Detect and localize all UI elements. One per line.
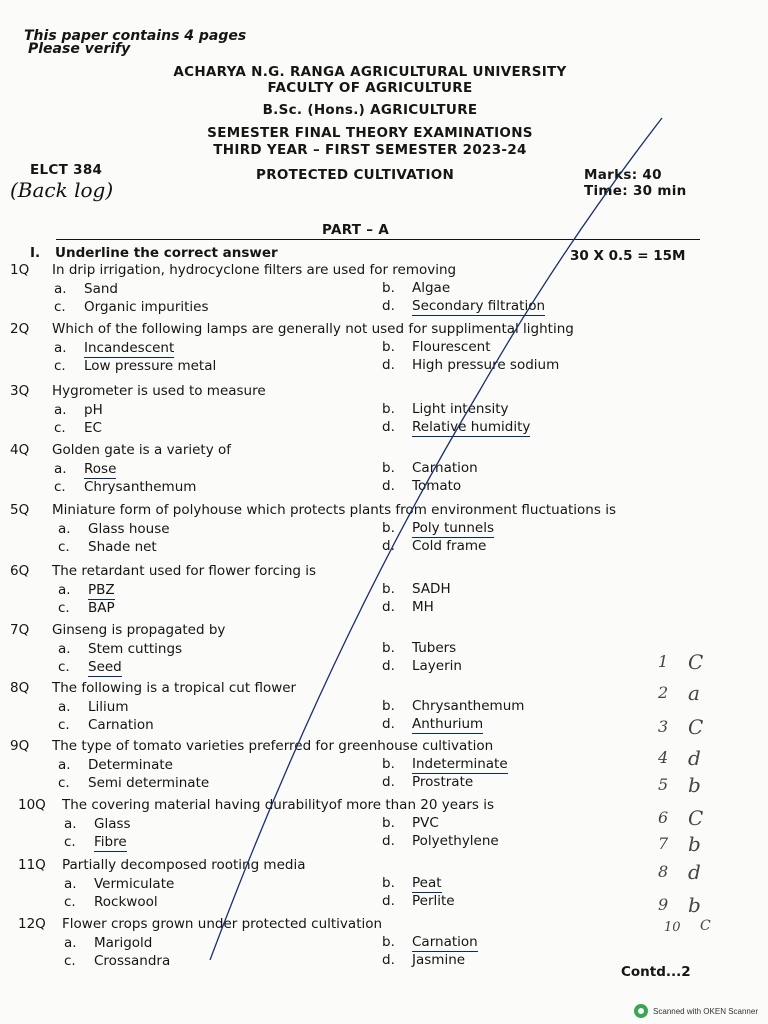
option-text: MH: [412, 599, 434, 615]
option-letter: b.: [382, 339, 395, 355]
option-text: Stem cuttings: [88, 641, 183, 657]
question-number: 3Q: [10, 383, 30, 399]
option-text: Sand: [84, 281, 118, 297]
option-letter: a.: [64, 876, 77, 892]
option-letter: c.: [54, 358, 66, 374]
underlined-answer: Secondary filtration: [412, 298, 546, 314]
underlined-answer: Seed: [88, 659, 122, 675]
option-text: pH: [84, 402, 103, 418]
underlined-answer: Anthurium: [412, 716, 484, 732]
option-letter: d.: [382, 833, 395, 849]
option-letter: c.: [54, 299, 66, 315]
underlined-answer: PBZ: [88, 582, 115, 598]
answer-key-letter: b: [688, 832, 701, 856]
faculty-name: FACULTY OF AGRICULTURE: [267, 80, 473, 96]
option-text: Determinate: [88, 757, 173, 773]
option-text: Shade net: [88, 539, 157, 555]
option-text: Organic impurities: [84, 299, 209, 315]
question-number: 6Q: [10, 563, 30, 579]
question-number: 11Q: [18, 857, 46, 873]
question-text: The following is a tropical cut flower: [52, 680, 297, 696]
question-text: Which of the following lamps are generally not used for supplimental lighting: [52, 321, 574, 337]
option-letter: c.: [64, 894, 76, 910]
option-letter: a.: [64, 816, 77, 832]
university-name: ACHARYA N.G. RANGA AGRICULTURAL UNIVERSITY: [173, 64, 567, 80]
underlined-answer: Carnation: [412, 934, 478, 950]
answer-key-letter: C: [688, 806, 704, 830]
option-letter: a.: [58, 521, 71, 537]
option-letter: a.: [58, 699, 71, 715]
question-text: Partially decomposed rooting media: [62, 857, 306, 873]
option-text: Marigold: [94, 935, 153, 951]
scanner-watermark: [634, 1004, 758, 1018]
question-text: Miniature form of polyhouse which protects plants from environment fluctuations is: [52, 502, 616, 518]
continued-note: Contd...2: [621, 964, 691, 980]
option-letter: c.: [58, 775, 70, 791]
answer-key-number: 4: [658, 748, 669, 767]
option-letter: b.: [382, 815, 395, 831]
option-letter: b.: [382, 280, 395, 296]
option-text: Semi determinate: [88, 775, 210, 791]
option-letter: a.: [54, 340, 67, 356]
question-number: 9Q: [10, 738, 30, 754]
underlined-answer: Fibre: [94, 834, 127, 850]
exam-title: SEMESTER FINAL THEORY EXAMINATIONS: [207, 125, 533, 141]
question-number: 7Q: [10, 622, 30, 638]
option-letter: d.: [382, 298, 395, 314]
option-letter: b.: [382, 581, 395, 597]
course-name: PROTECTED CULTIVATION: [256, 167, 455, 183]
option-text: Algae: [412, 280, 451, 296]
underlined-answer: Indeterminate: [412, 756, 508, 772]
answer-key-number: 1: [658, 652, 669, 671]
option-text: Flourescent: [412, 339, 491, 355]
option-letter: c.: [58, 539, 70, 555]
question-text: Ginseng is propagated by: [52, 622, 226, 638]
answer-key-letter: C: [688, 650, 704, 674]
answer-key-number: 6: [658, 808, 669, 827]
question-number: 1Q: [10, 262, 30, 278]
option-text: Polyethylene: [412, 833, 499, 849]
answer-key-number: 2: [658, 683, 669, 702]
option-letter: c.: [58, 600, 70, 616]
question-number: 5Q: [10, 502, 30, 518]
option-text: Chrysanthemum: [84, 479, 197, 495]
question-number: 4Q: [10, 442, 30, 458]
option-text: Vermiculate: [94, 876, 175, 892]
question-text: Hygrometer is used to measure: [52, 383, 266, 399]
option-letter: d.: [382, 893, 395, 909]
scanner-text: Scanned with OKEN Scanner: [653, 1006, 758, 1016]
answer-key-letter: b: [688, 773, 701, 797]
option-letter: a.: [58, 641, 71, 657]
option-letter: a.: [58, 582, 71, 598]
pages-note: This paper contains 4 pages: [24, 28, 247, 44]
option-letter: b.: [382, 756, 395, 772]
option-text: Perlite: [412, 893, 455, 909]
option-text: Carnation: [412, 460, 478, 476]
option-letter: c.: [58, 717, 70, 733]
option-letter: c.: [64, 834, 76, 850]
handwritten-backlog-note: (Back log): [10, 178, 114, 202]
verify-note: Please verify: [28, 41, 131, 57]
option-text: Tubers: [412, 640, 457, 656]
answer-key-letter: C: [700, 918, 711, 934]
option-text: Crossandra: [94, 953, 171, 969]
question-number: 10Q: [18, 797, 46, 813]
answer-key-number: 3: [658, 717, 669, 736]
underlined-answer: Incandescent: [84, 340, 175, 356]
scanner-logo-icon: [634, 1004, 648, 1018]
question-text: The retardant used for flower forcing is: [52, 563, 317, 579]
section-number: I.: [30, 245, 41, 261]
option-text: Light intensity: [412, 401, 509, 417]
option-text: SADH: [412, 581, 451, 597]
option-letter: a.: [58, 757, 71, 773]
answer-key-letter: d: [688, 860, 701, 884]
option-letter: a.: [54, 281, 67, 297]
answer-key-number: 5: [658, 775, 669, 794]
option-letter: c.: [58, 659, 70, 675]
option-letter: d.: [382, 538, 395, 554]
question-number: 8Q: [10, 680, 30, 696]
question-number: 2Q: [10, 321, 30, 337]
option-letter: d.: [382, 952, 395, 968]
option-letter: a.: [64, 935, 77, 951]
answer-key-letter: a: [688, 681, 700, 705]
option-letter: b.: [382, 640, 395, 656]
section-marks: 30 X 0.5 = 15M: [570, 248, 686, 264]
option-letter: a.: [54, 402, 67, 418]
option-text: EC: [84, 420, 102, 436]
option-text: Carnation: [88, 717, 154, 733]
option-letter: c.: [64, 953, 76, 969]
underlined-answer: Poly tunnels: [412, 520, 495, 536]
answer-key-number: 7: [658, 834, 669, 853]
section-instruction: Underline the correct answer: [55, 245, 278, 261]
option-letter: d.: [382, 599, 395, 615]
option-letter: b.: [382, 460, 395, 476]
option-letter: b.: [382, 698, 395, 714]
marks: Marks: 40: [584, 167, 662, 183]
option-letter: c.: [54, 420, 66, 436]
option-text: Chrysanthemum: [412, 698, 525, 714]
exam-year: THIRD YEAR – FIRST SEMESTER 2023-24: [213, 142, 527, 158]
underlined-answer: Peat: [412, 875, 442, 891]
option-letter: d.: [382, 478, 395, 494]
underlined-answer: Relative humidity: [412, 419, 531, 435]
degree-name: B.Sc. (Hons.) AGRICULTURE: [262, 102, 478, 118]
answer-key-letter: C: [688, 715, 704, 739]
option-text: High pressure sodium: [412, 357, 560, 373]
option-text: BAP: [88, 600, 115, 616]
option-text: Tomato: [412, 478, 462, 494]
option-letter: d.: [382, 716, 395, 732]
option-text: Layerin: [412, 658, 462, 674]
option-letter: d.: [382, 774, 395, 790]
answer-key-number: 10: [664, 920, 681, 935]
question-text: Flower crops grown under protected cultivation: [62, 916, 383, 932]
part-label: PART – A: [322, 222, 390, 238]
option-letter: b.: [382, 520, 395, 536]
option-letter: b.: [382, 934, 395, 950]
answer-key-letter: b: [688, 893, 701, 917]
question-number: 12Q: [18, 916, 46, 932]
option-letter: d.: [382, 658, 395, 674]
option-letter: b.: [382, 401, 395, 417]
option-letter: a.: [54, 461, 67, 477]
option-letter: b.: [382, 875, 395, 891]
answer-key-letter: d: [688, 746, 701, 770]
option-text: Prostrate: [412, 774, 474, 790]
answer-key-number: 9: [658, 895, 669, 914]
option-letter: d.: [382, 357, 395, 373]
option-text: Cold frame: [412, 538, 487, 554]
course-code: ELCT 384: [30, 162, 103, 178]
option-text: Lilium: [88, 699, 129, 715]
option-text: Glass house: [88, 521, 170, 537]
question-text: The covering material having durabilityof more than 20 years is: [62, 797, 494, 813]
question-text: The type of tomato varieties preferred for greenhouse cultivation: [52, 738, 494, 754]
option-text: Rockwool: [94, 894, 158, 910]
question-text: In drip irrigation, hydrocyclone filters are used for removing: [52, 262, 457, 278]
option-text: Low pressure metal: [84, 358, 217, 374]
underlined-answer: Rose: [84, 461, 117, 477]
option-text: Jasmine: [412, 952, 466, 968]
time-allowed: Time: 30 min: [584, 183, 687, 199]
question-text: Golden gate is a variety of: [52, 442, 232, 458]
option-letter: c.: [54, 479, 66, 495]
answer-key-number: 8: [658, 862, 669, 881]
option-text: PVC: [412, 815, 439, 831]
option-text: Glass: [94, 816, 131, 832]
option-letter: d.: [382, 419, 395, 435]
